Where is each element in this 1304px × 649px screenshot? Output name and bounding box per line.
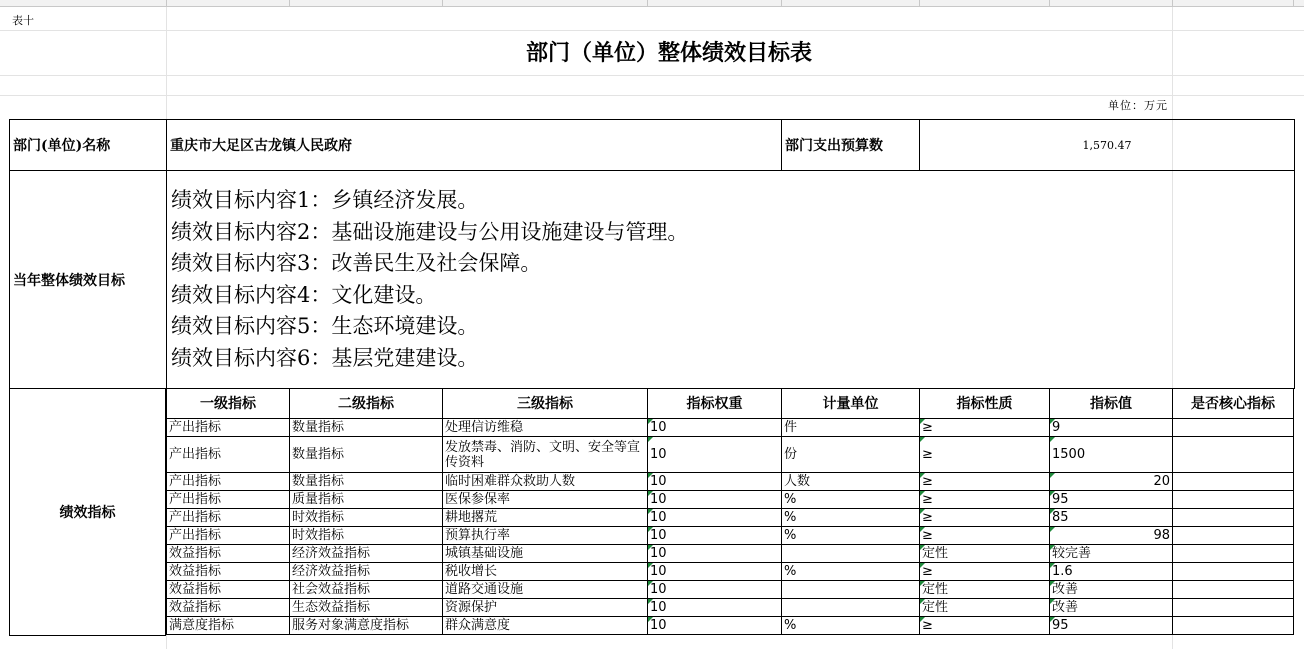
grid-line [0, 75, 1304, 76]
table-cell[interactable]: 定性 [920, 545, 1050, 563]
page-title: 部门（单位）整体绩效目标表 [525, 40, 812, 66]
table-cell[interactable]: 经济效益指标 [290, 545, 443, 563]
table-cell[interactable]: 效益指标 [167, 545, 290, 563]
table-cell[interactable]: 9 [1050, 419, 1173, 437]
header-cell[interactable]: 指标权重 [648, 389, 782, 419]
goal-line: 绩效目标内容4：文化建设。 [171, 282, 437, 307]
table-cell[interactable]: % [782, 563, 920, 581]
table-cell[interactable]: 10 [648, 491, 782, 509]
table-cell[interactable]: 时效指标 [290, 509, 443, 527]
table-cell[interactable]: 处理信访维稳 [443, 419, 648, 437]
table-cell[interactable]: 发放禁毒、消防、文明、安全等宣传资料 [443, 437, 648, 473]
table-row [167, 527, 1294, 545]
table-cell[interactable]: 预算执行率 [443, 527, 648, 545]
table-cell[interactable]: 质量指标 [290, 491, 443, 509]
table-cell[interactable]: 20 [1050, 473, 1173, 491]
goal-line: 绩效目标内容5：生态环境建设。 [171, 314, 479, 338]
budget-label[interactable]: 部门支出预算数 [782, 120, 920, 171]
header-cell[interactable]: 三级指标 [443, 389, 648, 419]
table-cell[interactable]: 10 [648, 545, 782, 563]
table-cell[interactable]: ≥ [920, 527, 1050, 545]
header-cell[interactable]: 一级指标 [167, 389, 290, 419]
table-cell[interactable]: 资源保护 [443, 599, 648, 617]
table-cell[interactable]: 耕地撂荒 [443, 509, 648, 527]
table-cell[interactable]: 产出指标 [167, 491, 290, 509]
table-cell[interactable] [1173, 473, 1294, 491]
table-cell[interactable]: 定性 [920, 581, 1050, 599]
table-cell[interactable]: 95 [1050, 491, 1173, 509]
table-cell[interactable]: 效益指标 [167, 563, 290, 581]
table-cell[interactable]: 产出指标 [167, 527, 290, 545]
table-cell[interactable]: 10 [648, 419, 782, 437]
table-cell[interactable]: 85 [1050, 509, 1173, 527]
table-cell[interactable]: 时效指标 [290, 527, 443, 545]
goal-line: 绩效目标内容6：基层党建建设。 [171, 345, 479, 370]
table-row [167, 419, 1294, 437]
table-cell[interactable] [782, 599, 920, 617]
goal-line: 绩效目标内容3：改善民生及社会保障。 [171, 251, 542, 275]
table-cell[interactable]: 份 [782, 437, 920, 473]
table-cell[interactable] [1173, 527, 1294, 545]
header-cell[interactable]: 指标性质 [920, 389, 1050, 419]
table-cell[interactable] [782, 581, 920, 599]
table-cell[interactable]: 10 [648, 599, 782, 617]
table-cell[interactable]: 道路交通设施 [443, 581, 648, 599]
table-cell[interactable]: 较完善 [1050, 545, 1173, 563]
table-row [167, 617, 1294, 635]
header-cell[interactable]: 二级指标 [290, 389, 443, 419]
table-cell[interactable]: 10 [648, 473, 782, 491]
table-cell[interactable]: 产出指标 [167, 473, 290, 491]
grid-line [0, 95, 1304, 96]
table-cell[interactable] [1173, 437, 1294, 473]
table-row [167, 491, 1294, 509]
table-row [167, 599, 1294, 617]
table-cell[interactable]: 数量指标 [290, 419, 443, 437]
table-row [167, 509, 1294, 527]
table-cell[interactable]: 效益指标 [167, 581, 290, 599]
table-cell[interactable]: 10 [648, 581, 782, 599]
indicators-label[interactable]: 绩效指标 [9, 388, 166, 636]
table-cell[interactable] [1173, 563, 1294, 581]
table-cell[interactable]: 城镇基础设施 [443, 545, 648, 563]
annual-goals-label[interactable]: 当年整体绩效目标 [10, 171, 167, 389]
goal-line: 绩效目标内容2：基础设施建设与公用设施建设与管理。 [171, 219, 689, 244]
header-cell[interactable]: 指标值 [1050, 389, 1173, 419]
column-header-bar [0, 0, 1304, 7]
table-row [167, 581, 1294, 599]
table-cell[interactable]: 10 [648, 563, 782, 581]
department-table [9, 119, 1295, 389]
header-cell[interactable]: 计量单位 [782, 389, 920, 419]
table-cell[interactable] [1173, 599, 1294, 617]
table-cell[interactable] [1173, 545, 1294, 563]
table-cell[interactable]: ≥ [920, 617, 1050, 635]
table-cell[interactable]: 1500 [1050, 437, 1173, 473]
dept-name-value[interactable]: 重庆市大足区古龙镇人民政府 [167, 120, 782, 171]
table-cell[interactable] [1173, 509, 1294, 527]
grid-line [0, 30, 1304, 31]
table-cell[interactable]: 满意度指标 [167, 617, 290, 635]
table-cell[interactable]: % [782, 617, 920, 635]
header-cell[interactable]: 是否核心指标 [1173, 389, 1294, 419]
table-cell[interactable]: 改善 [1050, 599, 1173, 617]
table-cell[interactable]: ≥ [920, 509, 1050, 527]
table-cell[interactable]: 产出指标 [167, 437, 290, 473]
dept-name-label[interactable]: 部门(单位)名称 [10, 120, 167, 171]
table-cell[interactable] [782, 545, 920, 563]
table-cell[interactable]: 医保参保率 [443, 491, 648, 509]
table-cell[interactable]: 服务对象满意度指标 [290, 617, 443, 635]
table-cell[interactable]: % [782, 527, 920, 545]
goal-line: 绩效目标内容1：乡镇经济发展。 [171, 188, 479, 212]
table-cell[interactable]: ≥ [920, 437, 1050, 473]
table-cell[interactable]: ≥ [920, 491, 1050, 509]
table-cell[interactable]: ≥ [920, 473, 1050, 491]
table-cell[interactable]: 群众满意度 [443, 617, 648, 635]
table-cell[interactable]: 生态效益指标 [290, 599, 443, 617]
table-cell[interactable]: 产出指标 [167, 419, 290, 437]
budget-value[interactable]: 1,570.47 [920, 120, 1295, 171]
table-cell[interactable] [1173, 419, 1294, 437]
table-cell[interactable]: 效益指标 [167, 599, 290, 617]
sheet-label: 表十 [12, 14, 34, 27]
table-row [167, 545, 1294, 563]
table-cell[interactable]: 98 [1050, 527, 1173, 545]
indicators-header-row [167, 389, 1294, 419]
table-cell[interactable] [1173, 491, 1294, 509]
table-cell[interactable]: % [782, 509, 920, 527]
indicators-table [166, 388, 1294, 635]
table-cell[interactable]: 人数 [782, 473, 920, 491]
table-row [167, 563, 1294, 581]
table-cell[interactable]: 定性 [920, 599, 1050, 617]
table-cell[interactable] [1173, 581, 1294, 599]
table-cell[interactable]: % [782, 491, 920, 509]
table-cell[interactable]: 数量指标 [290, 473, 443, 491]
annual-goals-content[interactable] [167, 171, 1295, 389]
unit-label: 单位：万元 [1108, 99, 1168, 112]
table-cell[interactable]: 1.6 [1050, 563, 1173, 581]
table-cell[interactable] [1173, 617, 1294, 635]
table-cell[interactable]: ≥ [920, 563, 1050, 581]
table-cell[interactable]: 件 [782, 419, 920, 437]
table-cell[interactable]: 数量指标 [290, 437, 443, 473]
table-row [167, 437, 1294, 473]
table-cell[interactable]: 临时困难群众救助人数 [443, 473, 648, 491]
table-cell[interactable]: 税收增长 [443, 563, 648, 581]
table-cell[interactable]: 社会效益指标 [290, 581, 443, 599]
table-cell[interactable]: 10 [648, 509, 782, 527]
table-row [167, 473, 1294, 491]
table-cell[interactable]: 10 [648, 437, 782, 473]
table-cell[interactable]: 10 [648, 617, 782, 635]
table-cell[interactable]: ≥ [920, 419, 1050, 437]
table-cell[interactable]: 经济效益指标 [290, 563, 443, 581]
table-cell[interactable]: 改善 [1050, 581, 1173, 599]
table-cell[interactable]: 产出指标 [167, 509, 290, 527]
table-cell[interactable]: 95 [1050, 617, 1173, 635]
table-cell[interactable]: 10 [648, 527, 782, 545]
